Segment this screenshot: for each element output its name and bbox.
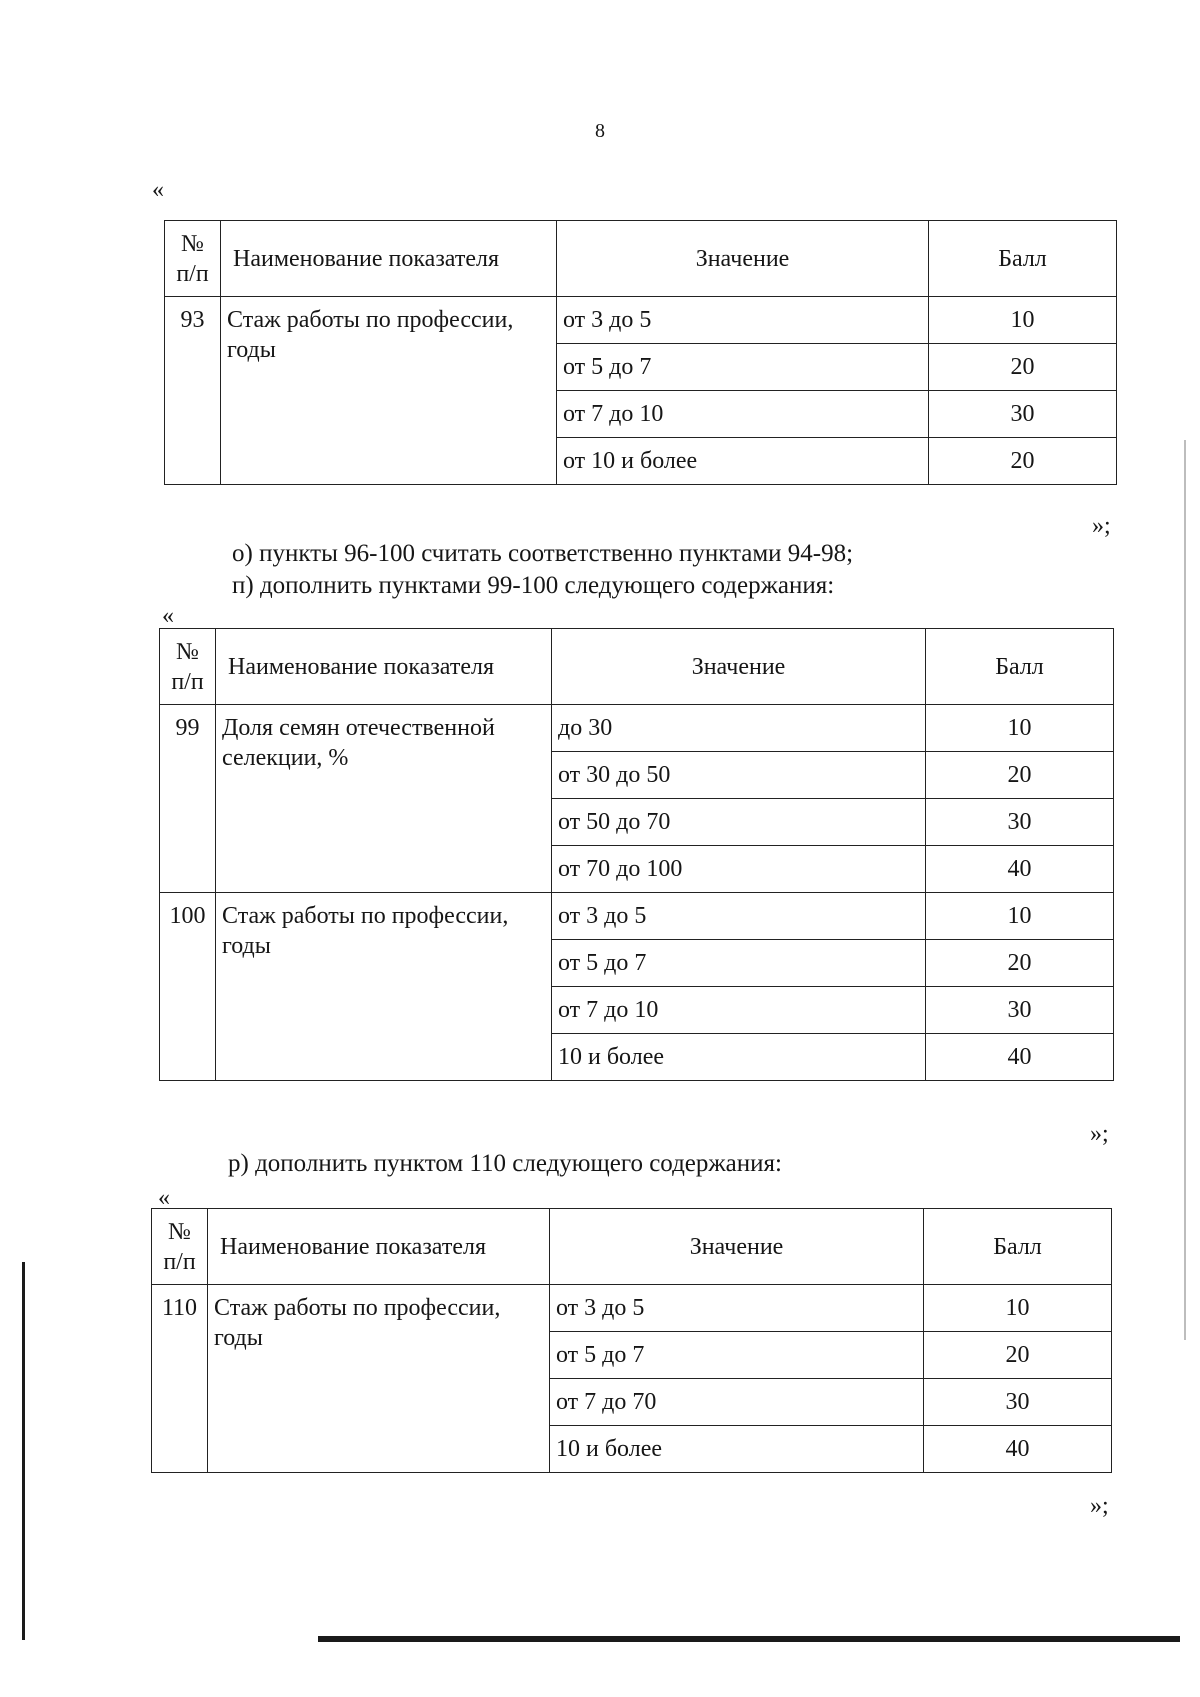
scan-edge-line: [22, 1262, 25, 1640]
value-cell: от 10 и более: [557, 438, 929, 485]
header-num: № п/п: [152, 1209, 208, 1285]
row-number: 100: [160, 893, 216, 1081]
value-cell: от 3 до 5: [557, 297, 929, 344]
header-value: Значение: [550, 1209, 924, 1285]
indicator-name: Доля семян отечественной селекции, %: [216, 705, 552, 893]
score-cell: 10: [926, 893, 1114, 940]
header-value: Значение: [557, 221, 929, 297]
open-quote: «: [152, 177, 164, 203]
score-cell: 10: [926, 705, 1114, 752]
header-score: Балл: [926, 629, 1114, 705]
value-cell: 10 и более: [550, 1426, 924, 1473]
scan-bottom-edge: [318, 1636, 1180, 1642]
header-num: № п/п: [165, 221, 221, 297]
score-cell: 30: [926, 987, 1114, 1034]
indicator-name: Стаж работы по профессии, годы: [216, 893, 552, 1081]
score-cell: 10: [929, 297, 1117, 344]
value-cell: до 30: [552, 705, 926, 752]
value-cell: от 70 до 100: [552, 846, 926, 893]
header-name: Наименование показателя: [221, 221, 557, 297]
header-num: № п/п: [160, 629, 216, 705]
paragraph-o: о) пункты 96-100 считать соответственно пунктами 94-98;: [232, 540, 854, 567]
paragraph-p: п) дополнить пунктами 99-100 следующего содержания:: [232, 572, 835, 599]
value-cell: от 3 до 5: [550, 1285, 924, 1332]
value-cell: 10 и более: [552, 1034, 926, 1081]
open-quote: «: [162, 603, 174, 629]
header-score: Балл: [929, 221, 1117, 297]
table-body: [165, 221, 1117, 485]
table-row: [152, 1285, 1112, 1332]
table-row: [160, 705, 1114, 752]
value-cell: от 50 до 70: [552, 799, 926, 846]
value-cell: от 5 до 7: [552, 940, 926, 987]
close-quote: »;: [1090, 1121, 1109, 1147]
score-cell: 30: [926, 799, 1114, 846]
header-name: Наименование показателя: [216, 629, 552, 705]
score-cell: 20: [924, 1332, 1112, 1379]
open-quote: «: [158, 1185, 170, 1211]
header-row: [160, 629, 1114, 705]
indicator-table-110: [151, 1208, 1112, 1473]
score-cell: 30: [929, 391, 1117, 438]
indicator-table-99-100: [159, 628, 1114, 1081]
score-cell: 40: [924, 1426, 1112, 1473]
score-cell: 10: [924, 1285, 1112, 1332]
page-number: 8: [595, 120, 605, 142]
value-cell: от 7 до 10: [552, 987, 926, 1034]
score-cell: 20: [926, 940, 1114, 987]
close-quote: »;: [1092, 513, 1111, 539]
header-name: Наименование показателя: [208, 1209, 550, 1285]
row-number: 110: [152, 1285, 208, 1473]
header-value: Значение: [552, 629, 926, 705]
indicator-table-93: [164, 220, 1117, 485]
header-row: [165, 221, 1117, 297]
value-cell: от 3 до 5: [552, 893, 926, 940]
value-cell: от 5 до 7: [550, 1332, 924, 1379]
score-cell: 20: [929, 438, 1117, 485]
score-cell: 40: [926, 1034, 1114, 1081]
score-cell: 20: [929, 344, 1117, 391]
table-row: [160, 893, 1114, 940]
close-quote: »;: [1090, 1493, 1109, 1519]
table-row: [165, 297, 1117, 344]
table-body: [152, 1209, 1112, 1473]
indicator-name: Стаж работы по профессии, годы: [208, 1285, 550, 1473]
header-row: [152, 1209, 1112, 1285]
value-cell: от 7 до 70: [550, 1379, 924, 1426]
score-cell: 20: [926, 752, 1114, 799]
value-cell: от 7 до 10: [557, 391, 929, 438]
indicator-name: Стаж работы по профессии, годы: [221, 297, 557, 485]
paragraph-r: р) дополнить пунктом 110 следующего содержания:: [228, 1150, 782, 1177]
score-cell: 40: [926, 846, 1114, 893]
header-score: Балл: [924, 1209, 1112, 1285]
scan-right-edge: [1184, 440, 1186, 1340]
table-body: [160, 629, 1114, 1081]
row-number: 93: [165, 297, 221, 485]
score-cell: 30: [924, 1379, 1112, 1426]
value-cell: от 30 до 50: [552, 752, 926, 799]
row-number: 99: [160, 705, 216, 893]
value-cell: от 5 до 7: [557, 344, 929, 391]
